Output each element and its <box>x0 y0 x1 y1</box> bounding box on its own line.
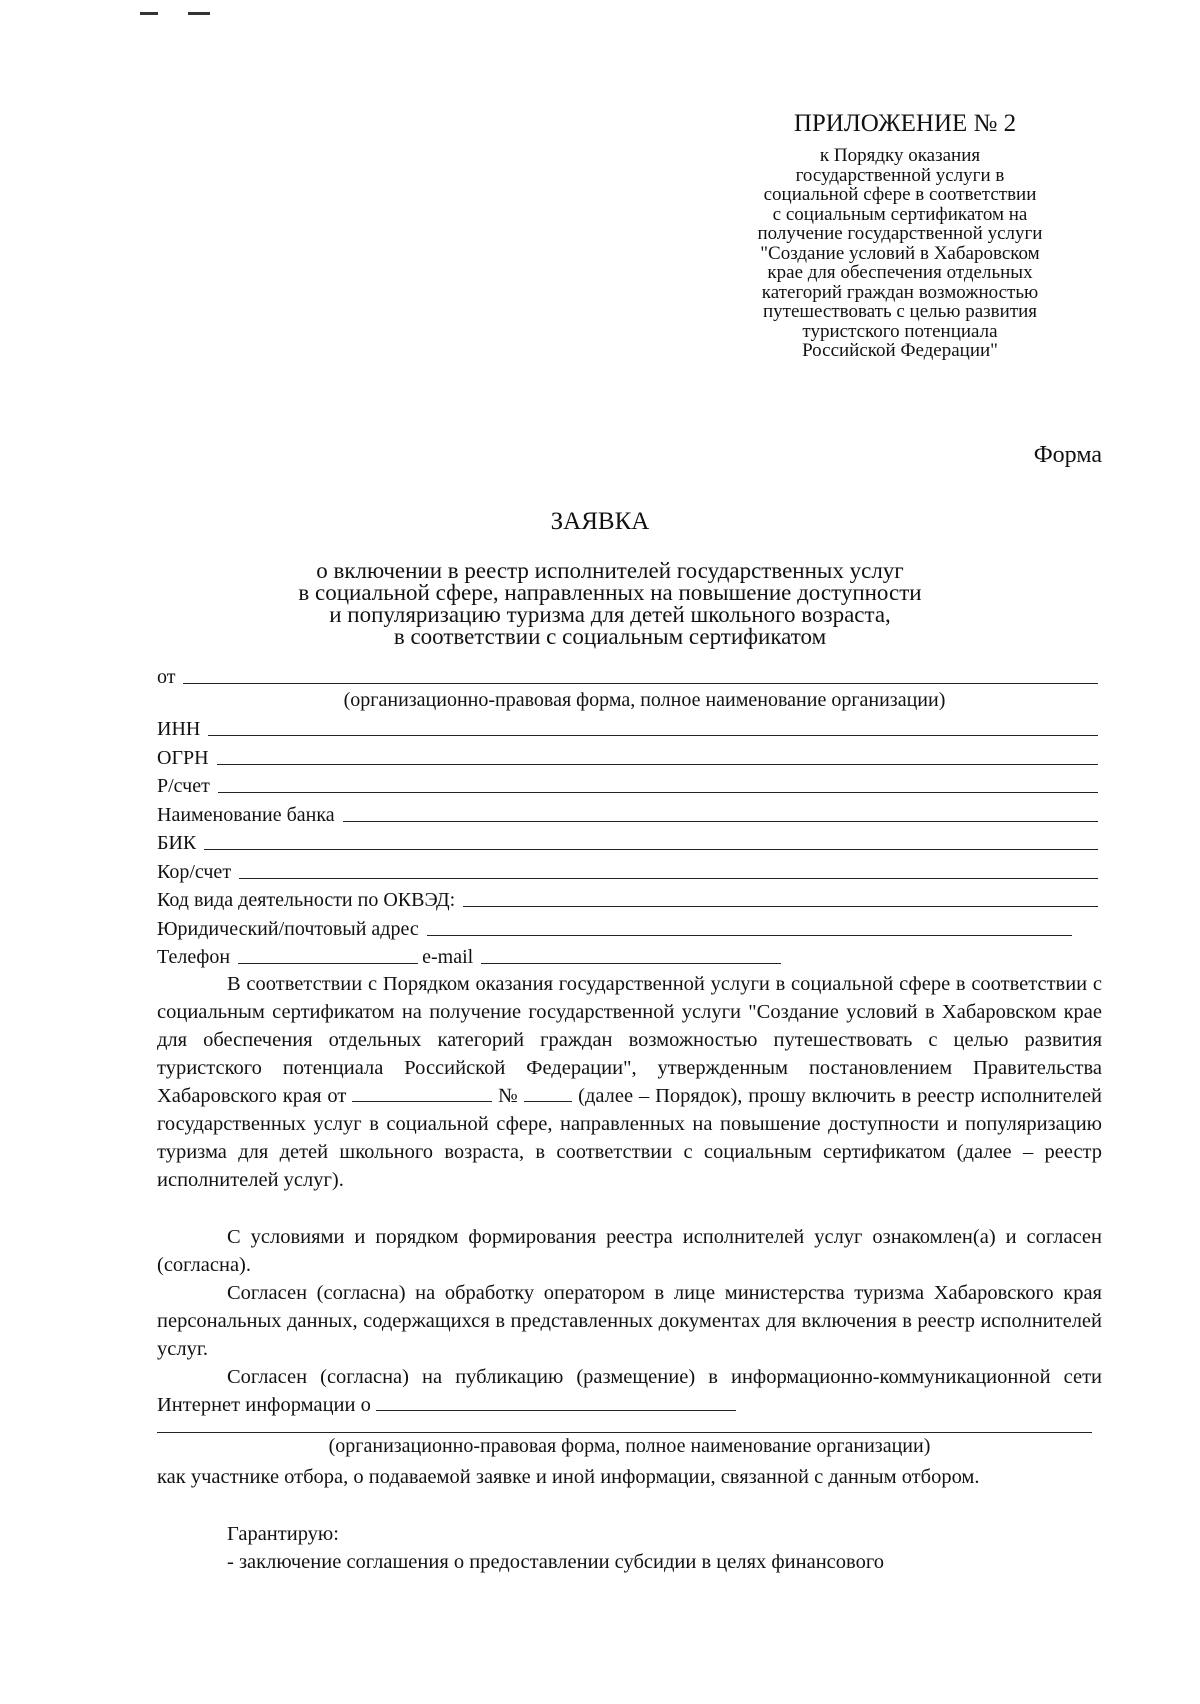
paragraph-consent-publication <box>157 1363 1102 1419</box>
appendix-title: ПРИЛОЖЕНИЕ № 2 <box>793 110 1017 137</box>
org-hint: (организационно-правовая форма, полное наименование организации) <box>343 688 946 711</box>
paragraph-guarantee-item: - заключение соглашения о предоставлении субсидии в целях финансового <box>227 1551 884 1573</box>
bank-row <box>157 798 1102 827</box>
request-text-a: В соответствии с Порядком оказания государственной услуги в социальной сфере в соответствии с социальным сертификатом на получение государственной услуги "Создание условий в Хабаровском крае для обеспечения отдельных категорий граждан возможностью путешествовать с целью развития туристского потенциала Российской Федерации", утвержденным постановлением Правительства Хабаровского края от <box>157 973 1102 1107</box>
organization-field[interactable] <box>183 663 1098 684</box>
publication-text: Согласен (согласна) на публикацию (размещение) в информационно-коммуникационной сети Интернет информации о <box>157 1366 1102 1416</box>
email-field[interactable] <box>481 943 781 964</box>
request-text-b: (далее – Порядок), прошу включить в реестр исполнителей государственных услуг в социальной сфере, направленных на повышение доступности и популяризацию туризма для детей школьного возраста, в соответствии с социальным сертификатом (далее – реестр исполнителей услуг). <box>157 1085 1103 1191</box>
contacts-row <box>157 941 1102 970</box>
decree-date-field[interactable] <box>352 1083 492 1102</box>
okved-row <box>157 884 1102 913</box>
paragraph-consent-data: Согласен (согласна) на обработку оператором в лице министерства туризма Хабаровского края персональных данных, содержащихся в представленных документах для включения в реестр исполнителей услуг. <box>157 1282 1102 1360</box>
bank-field[interactable] <box>343 801 1098 822</box>
org-hint-2: (организационно-правовая форма, полное наименование организации) <box>328 1435 931 1457</box>
bik-label: БИК <box>157 832 197 854</box>
document-title: ЗАЯВКА <box>550 508 650 535</box>
inn-row <box>157 713 1102 742</box>
phone-field[interactable] <box>238 943 418 964</box>
from-label: от <box>157 665 176 688</box>
paragraph-request <box>157 970 1102 1194</box>
org-name-line[interactable] <box>157 1432 1092 1433</box>
from-row <box>157 660 1102 689</box>
account-row <box>157 770 1102 799</box>
bik-field[interactable] <box>204 829 1098 850</box>
email-label: e-mail <box>422 946 474 968</box>
okved-label: Код вида деятельности по ОКВЭД: <box>157 889 456 911</box>
account-label: Р/счет <box>157 775 210 797</box>
ogrn-label: ОГРН <box>157 746 209 769</box>
bik-row <box>157 827 1102 856</box>
address-row <box>157 912 1102 941</box>
address-field[interactable] <box>427 915 1072 936</box>
requisites-form <box>157 660 1102 969</box>
ogrn-field[interactable] <box>217 744 1098 765</box>
number-sign: № <box>498 1085 519 1107</box>
publication-org-field[interactable] <box>376 1392 736 1411</box>
bank-label: Наименование банка <box>157 803 335 826</box>
corr-account-label: Кор/счет <box>157 860 232 883</box>
corr-account-row <box>157 855 1102 884</box>
corr-account-field[interactable] <box>239 858 1098 879</box>
appendix-block <box>700 108 1100 361</box>
document-subtitle: о включении в реестр исполнителей государственных услуг в социальной сфере, направленных на повышение доступности и популяризацию туризма для детей школьного возраста, в соответствии с социальным сертификатом <box>298 558 922 649</box>
inn-label: ИНН <box>157 718 201 740</box>
phone-label: Телефон <box>157 946 231 968</box>
account-field[interactable] <box>218 772 1098 793</box>
paragraph-participant: как участнике отбора, о подаваемой заявке и иной информации, связанной с данным отбором. <box>157 1466 980 1488</box>
scan-mark <box>188 12 210 15</box>
decree-number-field[interactable] <box>524 1083 572 1102</box>
inn-field[interactable] <box>208 715 1098 736</box>
paragraph-guarantee: Гарантирую: <box>227 1523 339 1545</box>
okved-field[interactable] <box>463 886 1098 907</box>
address-label: Юридический/почтовый адрес <box>157 917 419 940</box>
ogrn-row <box>157 741 1102 770</box>
appendix-body: к Порядку оказания государственной услуги в социальной сфере в соответствии с социальным сертификатом на получение государственной услуги "Создание условий в Хабаровском крае для обеспечения отдельных категорий граждан возможностью путешествовать с целью развития туристского потенциала Российской Федерации" <box>757 145 1043 361</box>
paragraph-agreement: С условиями и порядком формирования реестра исполнителей услуг ознакомлен(а) и согласен (согласна). <box>157 1226 1102 1276</box>
scan-mark <box>140 12 158 15</box>
form-label: Форма <box>1033 442 1102 468</box>
